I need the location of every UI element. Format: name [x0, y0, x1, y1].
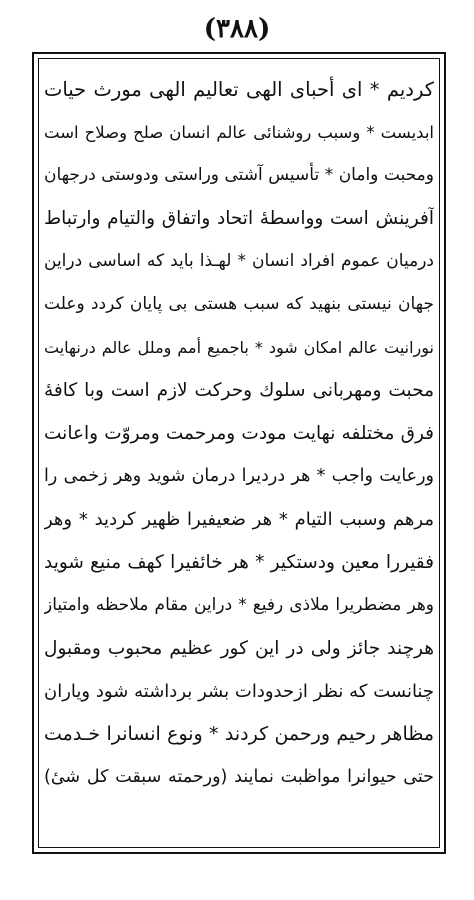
text-line: ورعایت واجب * هر دردیرا درمان شوید وهر زخمی را: [44, 466, 434, 486]
text-line: هرچند جائز ولی در این کور عظیم محبوب ومقبول: [44, 638, 434, 659]
text-line: مظاهر رحیم ورحمن کردند * ونوع انسانرا خـدمت: [44, 723, 434, 745]
text-line: نورانیت عالم امکان شود * باجمیع أمم وملل عالم درنهایت: [44, 338, 434, 357]
page-number: (۳۸۸): [203, 14, 271, 44]
text-line: جهان نیستی بنهید که سبب هستی بی پایان کردد وعلت: [44, 294, 434, 314]
text-line: ابدیست * وسبب روشنائی عالم انسان صلح وصلاح است: [44, 123, 434, 142]
text-line: مرهم وسبب التیام * هر ضعیفیرا ظهیر کردید * وهر: [44, 509, 434, 530]
text-line: حتی حیوانرا مواظبت نمایند (ورحمته سبقت کل شیٔ): [44, 767, 434, 787]
text-body: [44, 68, 434, 838]
text-line: وهر مضطریرا ملاذی رفیع * دراین مقام ملاحظه وامتیاز: [44, 595, 434, 615]
text-line: فقیررا معین ودستکیر * هر خائفیرا کهف منیع شوید: [44, 552, 434, 573]
text-line: فرق مختلفه نهایت مودت ومرحمت ومروّت واعانت: [44, 423, 434, 444]
text-line: کردیم * ای أحبای الهی تعالیم الهی مورث حیات: [44, 78, 434, 101]
text-line: درمیان عموم افراد انسان * لهـذا باید که اساسی دراین: [44, 251, 434, 271]
text-line: محبت ومهربانی سلوك وحرکت لازم است وبا کافهٔ: [44, 380, 434, 401]
text-line: چنانست که نظر ازحدودات بشر برداشته شود ویاران: [44, 681, 434, 702]
text-line: آفرینش است وواسطهٔ اتحاد واتفاق والتیام وارتباط: [44, 208, 434, 229]
text-line: ومحبت وامان * تأسیس آشتی وراستی ودوستی درجهان: [44, 165, 434, 185]
